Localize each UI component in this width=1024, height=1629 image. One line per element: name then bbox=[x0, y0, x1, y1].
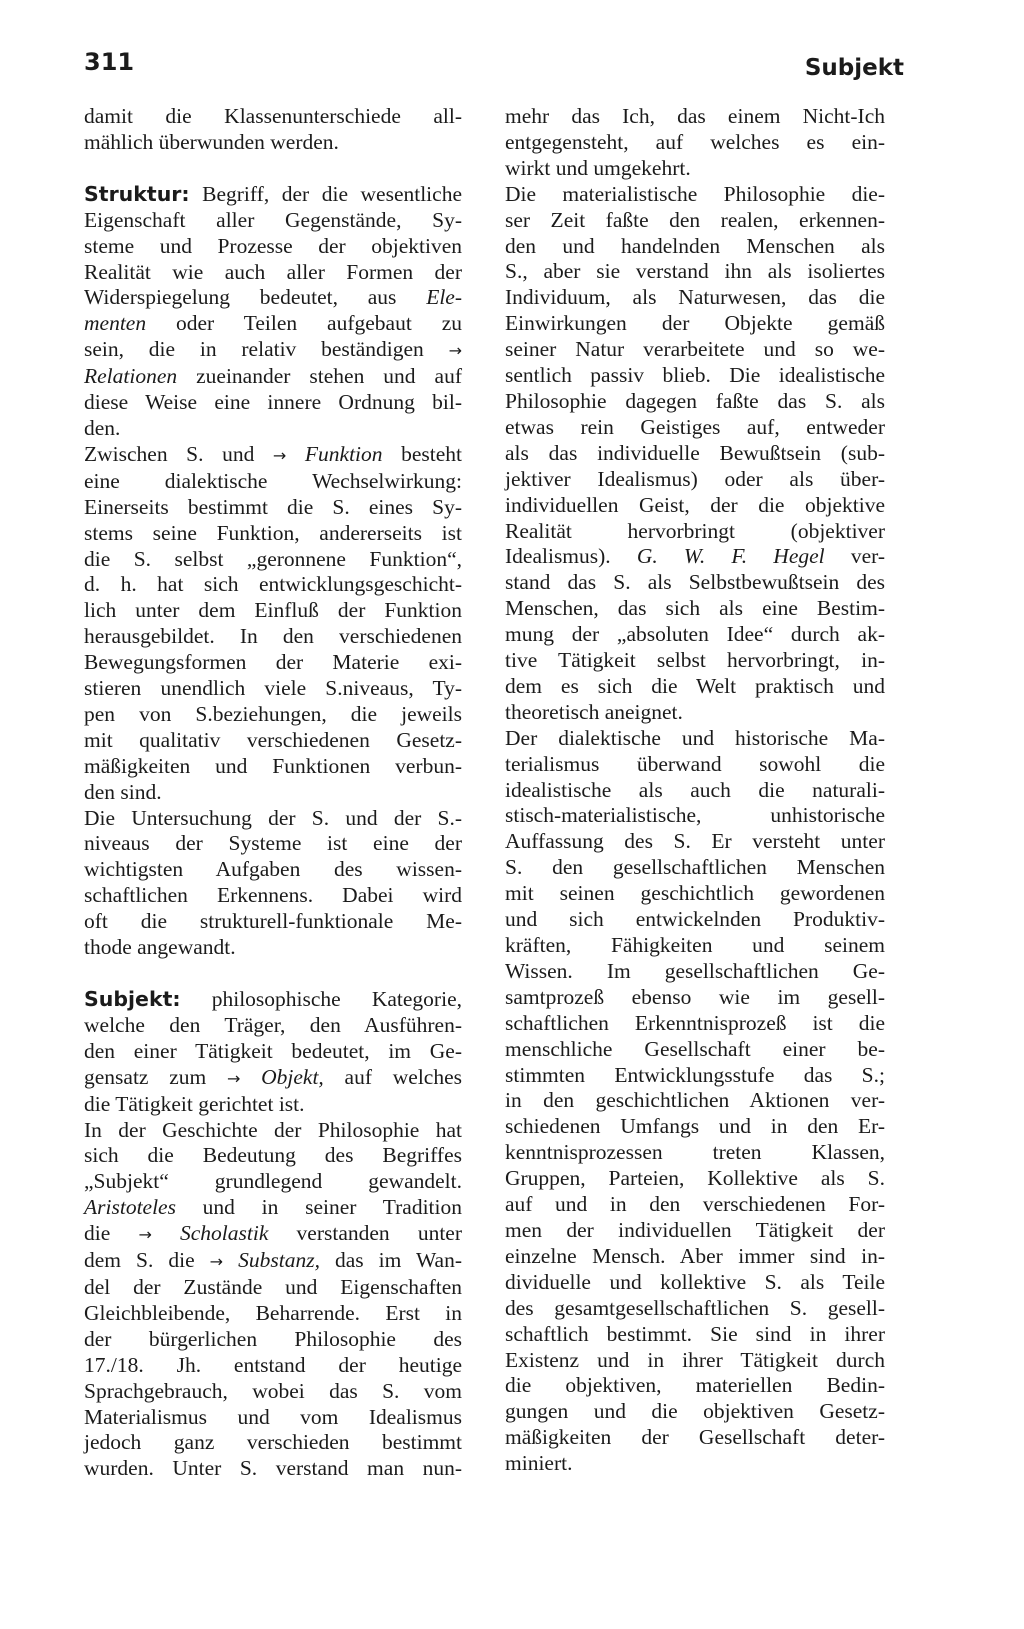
text-line: in den geschichtlichen Aktionen ver- bbox=[505, 1088, 885, 1113]
cross-reference: Substanz, bbox=[238, 1248, 320, 1273]
text-line: Individuum, als Naturwesen, das die bbox=[505, 285, 885, 310]
text-line: S., aber sie verstand ihn als isoliertes bbox=[505, 259, 885, 284]
text-line: des gesamtgesellschaftlichen S. gesell- bbox=[505, 1295, 885, 1320]
text-line: mählich überwunden werden. bbox=[84, 129, 339, 154]
text-line: gungen und die objektiven Gesetz- bbox=[505, 1399, 885, 1424]
text-line: sich die Bedeutung des Begriffes bbox=[84, 1143, 462, 1168]
arrow-icon: → bbox=[272, 445, 287, 465]
cross-reference: Ele- bbox=[426, 285, 462, 310]
entry-subjekt-first-line: Subjekt: philosophische Kategorie, bbox=[84, 987, 462, 1011]
text-line: mit seinen geschichtlich gewordenen bbox=[505, 881, 885, 906]
text-line: Eigenschaft aller Gegenstände, Sy- bbox=[84, 207, 462, 232]
text-line: In der Geschichte der Philosophie hat bbox=[84, 1117, 462, 1142]
text-line: etwas rein Geistiges auf, entweder bbox=[505, 414, 885, 439]
text-line: Gruppen, Parteien, Kollektive als S. bbox=[505, 1166, 885, 1191]
text-line: Einerseits bestimmt die S. eines Sy- bbox=[84, 494, 462, 519]
cross-reference: Relationen bbox=[84, 364, 178, 389]
text-line: eine dialektische Wechselwirkung: bbox=[84, 468, 462, 493]
text-line: dem es sich die Welt praktisch und bbox=[505, 673, 885, 698]
entry-struktur-first-line: Struktur: Begriff, der die wesentliche bbox=[84, 181, 462, 206]
text-line: Zwischen S. und → Funktion besteht bbox=[84, 441, 462, 466]
page-number: 311 bbox=[84, 48, 135, 76]
text-line: samtprozeß ebenso wie im gesell- bbox=[505, 984, 885, 1009]
text-line: kräften, Fähigkeiten und seinem bbox=[505, 933, 885, 957]
text-line: der bürgerlichen Philosophie des bbox=[84, 1326, 462, 1351]
text-line: mehr das Ich, das einem Nicht-Ich bbox=[505, 104, 885, 128]
text-line: Relationen zueinander stehen und auf bbox=[84, 364, 462, 389]
text-line: Widerspiegelung bedeutet, aus Ele- bbox=[84, 285, 462, 310]
person-name: G. W. F. Hegel bbox=[636, 544, 825, 569]
text-line: menten oder Teilen aufgebaut zu bbox=[84, 311, 462, 336]
text-line: Auffassung des S. Er versteht unter bbox=[505, 829, 885, 854]
text-line: Die materialistische Philosophie die- bbox=[505, 181, 885, 206]
cross-reference: Funktion bbox=[304, 441, 383, 466]
text-line: tive Tätigkeit selbst hervorbringt, in- bbox=[505, 648, 885, 673]
text-line: Philosophie dagegen faßte das S. als bbox=[505, 388, 885, 413]
text-line: Bewegungsformen der Materie exi- bbox=[84, 650, 462, 675]
text-line: diese Weise eine innere Ordnung bil- bbox=[84, 390, 462, 415]
text-line: thode angewandt. bbox=[84, 935, 236, 960]
text-line: pen von S.beziehungen, die jeweils bbox=[84, 701, 462, 726]
text-line: die objektiven, materiellen Bedin- bbox=[505, 1373, 885, 1398]
text-line: entgegensteht, auf welches es ein- bbox=[505, 129, 885, 154]
text-line: terialismus überwand sowohl die bbox=[505, 751, 885, 776]
text-line: schaftlich bestimmt. Sie sind in ihrer bbox=[505, 1321, 885, 1346]
text-line: menschliche Gesellschaft einer be- bbox=[505, 1036, 885, 1061]
text-line: stieren unendlich viele S.niveaus, Ty- bbox=[84, 676, 462, 701]
text-line: wichtigsten Aufgaben des wissen- bbox=[84, 857, 462, 882]
text-line: einzelne Mensch. Aber immer sind in- bbox=[505, 1243, 885, 1268]
text-line: den sind. bbox=[84, 779, 162, 804]
text-line: mung der „absoluten Idee“ durch ak- bbox=[505, 622, 885, 647]
text-line: jedoch ganz verschieden bestimmt bbox=[84, 1430, 462, 1455]
text-line: den. bbox=[84, 415, 121, 440]
text-line: stisch-materialistische, unhistorische bbox=[505, 803, 885, 828]
text-line: auf und in den verschiedenen For- bbox=[505, 1192, 885, 1217]
arrow-icon: → bbox=[226, 1068, 241, 1088]
right-column bbox=[505, 104, 885, 1477]
running-head: Subjekt bbox=[804, 55, 904, 81]
text-line: Menschen, das sich als eine Bestim- bbox=[505, 596, 885, 621]
text-line: sentlich passiv blieb. Die idealistische bbox=[505, 363, 885, 388]
cross-reference: Scholastik bbox=[180, 1221, 269, 1246]
text-line: Realität wie auch aller Formen der bbox=[84, 259, 462, 284]
text-line: Wissen. Im gesellschaftlichen Ge- bbox=[505, 958, 885, 983]
text-line: steme und Prozesse der objektiven bbox=[84, 233, 462, 258]
text-line: idealistische als auch die naturali- bbox=[505, 777, 885, 802]
text-line: kenntnisprozessen treten Klassen, bbox=[505, 1140, 885, 1165]
text-line: Idealismus). G. W. F. Hegel ver- bbox=[505, 544, 886, 569]
text-line: mäßigkeiten der Gesellschaft deter- bbox=[505, 1425, 885, 1450]
text-line: als das individuelle Bewußtsein (sub- bbox=[505, 440, 885, 465]
text-line: seiner Natur verarbeitete und so we- bbox=[505, 337, 885, 362]
person-name: Aristoteles bbox=[84, 1195, 176, 1220]
text-line: schaftlichen Erkenntnisprozeß ist die bbox=[505, 1010, 885, 1035]
text-line: ser Zeit faßte den realen, erkennen- bbox=[505, 207, 885, 232]
text-line: d. h. hat sich entwicklungsgeschicht- bbox=[84, 572, 462, 597]
text-line: men der individuellen Tätigkeit der bbox=[505, 1217, 885, 1242]
text-line: Gleichbleibende, Beharrende. Erst in bbox=[84, 1300, 462, 1325]
text-line: stand das S. als Selbstbewußtsein des bbox=[505, 570, 885, 595]
text-line: del der Zustände und Eigenschaften bbox=[84, 1274, 462, 1299]
text-line: mäßigkeiten und Funktionen verbun- bbox=[84, 753, 462, 778]
text-line: „Subjekt“ grundlegend gewandelt. bbox=[84, 1169, 462, 1194]
text-line: Aristoteles und in seiner Tradition bbox=[84, 1195, 462, 1220]
text-line: Existenz und in ihrer Tätigkeit durch bbox=[505, 1347, 885, 1372]
arrow-icon: → bbox=[138, 1225, 152, 1245]
text-line: gensatz zum → Objekt, auf welches bbox=[84, 1064, 462, 1089]
text-line: 17./18. Jh. entstand der heutige bbox=[84, 1352, 462, 1377]
text-line: S. den gesellschaftlichen Menschen bbox=[505, 855, 885, 880]
text-line: sein, die in relativ beständigen → bbox=[84, 337, 462, 362]
text-line: Einwirkungen der Objekte gemäß bbox=[505, 311, 885, 336]
text-line: die S. selbst „geronnene Funktion“, bbox=[84, 546, 462, 571]
text-line: dem S. die → Substanz, das im Wan- bbox=[84, 1248, 462, 1273]
text-line: wurden. Unter S. verstand man nun- bbox=[84, 1456, 462, 1481]
text-line: mit qualitativ verschiedenen Gesetz- bbox=[84, 727, 462, 752]
entry-keyword-subjekt: Subjekt: bbox=[84, 987, 181, 1011]
text-line: welche den Träger, den Ausführen- bbox=[84, 1012, 462, 1037]
cross-reference: menten bbox=[84, 311, 147, 336]
text-line: Materialismus und vom Idealismus bbox=[84, 1404, 462, 1429]
text-line: jektiver Idealismus) oder als über- bbox=[505, 466, 885, 491]
left-column bbox=[84, 104, 462, 1482]
text-line: niveaus der Systeme ist eine der bbox=[84, 831, 462, 856]
text-line: schiedenen Umfangs und in den Er- bbox=[505, 1114, 885, 1139]
text-line: wirkt und umgekehrt. bbox=[505, 155, 691, 180]
text-line: die → Scholastik verstanden unter bbox=[84, 1221, 462, 1246]
arrow-icon: → bbox=[448, 341, 462, 361]
text-line: lich unter dem Einfluß der Funktion bbox=[84, 598, 462, 623]
text-line: stems seine Funktion, andererseits ist bbox=[84, 520, 462, 545]
text-line: theoretisch aneignet. bbox=[505, 699, 683, 724]
cross-reference: Objekt, bbox=[261, 1064, 324, 1089]
text-line: Die Untersuchung der S. und der S.- bbox=[84, 805, 462, 830]
text-line: den und handelnden Menschen als bbox=[505, 233, 885, 258]
text-line: stimmten Entwicklungsstufe das S.; bbox=[505, 1062, 885, 1087]
text-line: die Tätigkeit gerichtet ist. bbox=[84, 1091, 305, 1116]
text-line: Realität hervorbringt (objektiver bbox=[505, 518, 885, 543]
arrow-icon: → bbox=[209, 1252, 224, 1272]
text-line: oft die strukturell-funktionale Me- bbox=[84, 909, 462, 934]
text-line: und sich entwickelnden Produktiv- bbox=[505, 907, 885, 932]
entry-keyword-struktur: Struktur: bbox=[84, 181, 190, 206]
text-line: schaftlichen Erkennens. Dabei wird bbox=[84, 883, 462, 908]
text-line: individuellen Geist, der die objektive bbox=[505, 492, 885, 517]
text-line: den einer Tätigkeit bedeutet, im Ge- bbox=[84, 1038, 462, 1063]
text-line: dividuelle und kollektive S. als Teile bbox=[505, 1269, 885, 1294]
text-line: damit die Klassenunterschiede all- bbox=[84, 104, 462, 128]
text-line: Sprachgebrauch, wobei das S. vom bbox=[84, 1378, 462, 1403]
text-line: Der dialektische und historische Ma- bbox=[505, 725, 885, 750]
text-line: miniert. bbox=[505, 1451, 573, 1476]
text-line: herausgebildet. In den verschiedenen bbox=[84, 624, 462, 649]
